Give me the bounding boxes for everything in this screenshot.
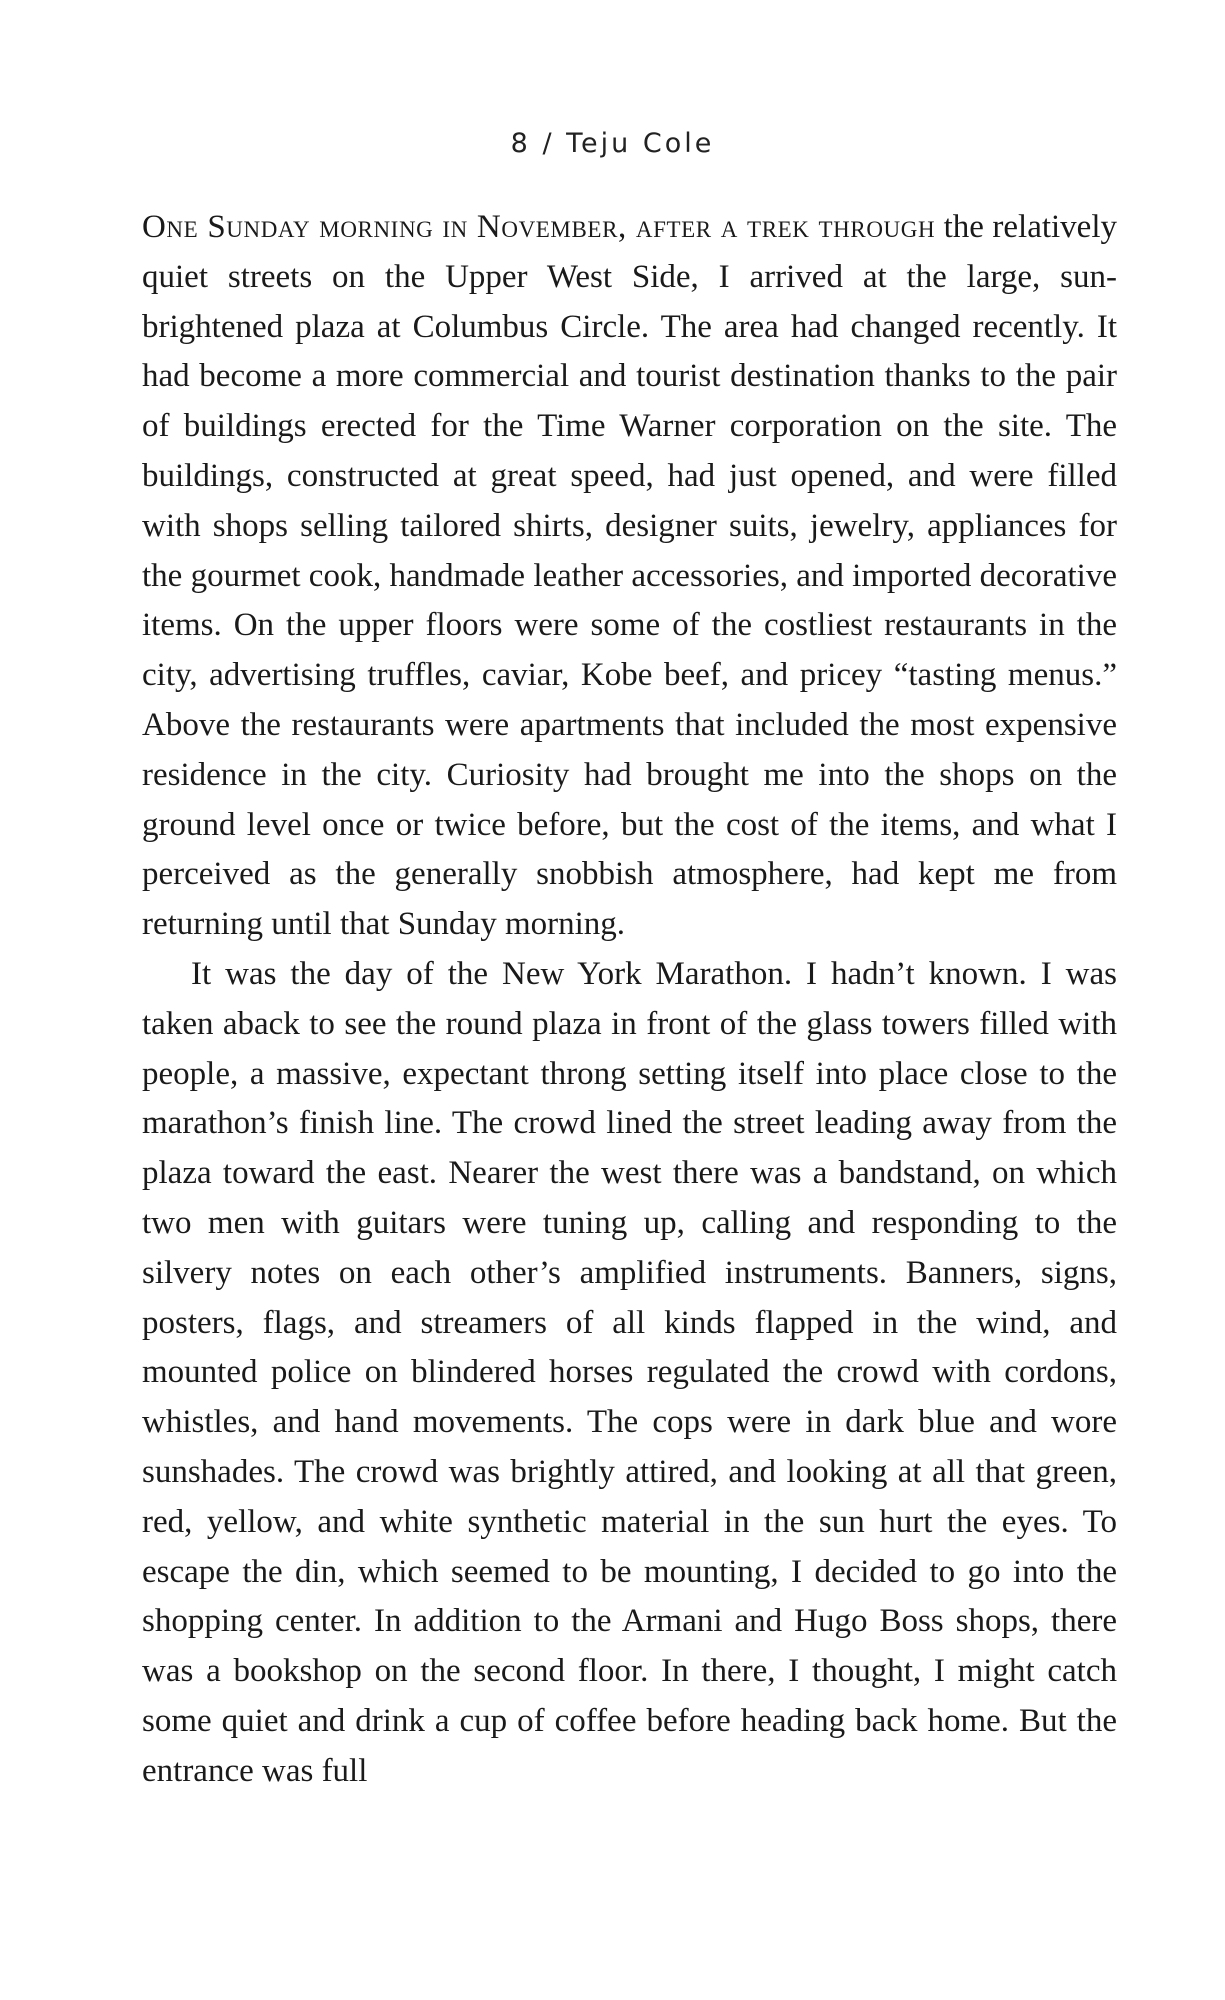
paragraph-2-text: It was the day of the New York Marathon. I hadn’t known. I was taken aback to see the round plaza in front of the glass towers filled with people, a massive, expectant throng setting itself into place close to the marathon’s finish line. The crowd lined the street leading away from the plaza toward the east. Nearer the west there was a bandstand, on which two men with guitars were tuning up, calling and responding to the silvery notes on each other’s amplified instruments. Banners, signs, posters, flags, and streamers of all kinds flapped in the wind, and mounted police on blindered horses regulated the crowd with cordons, whistles, and hand movements. The cops were in dark blue and wore sunshades. The crowd was brightly attired, and looking at all that green, red, yellow, and white synthetic material in the sun hurt the eyes. To escape the din, which seemed to be mounting, I decided to go into the shopping center. In addition to the Armani and Hugo Boss shops, there was a bookshop on the second floor. In there, I thought, I might catch some quiet and drink a cup of coffee before heading back home. But the entrance was full bbox=[142, 955, 1117, 1789]
page-number: 8 bbox=[510, 128, 531, 159]
running-head bbox=[0, 128, 1225, 159]
paragraph-1 bbox=[142, 203, 1117, 950]
header-separator: / bbox=[542, 128, 555, 159]
paragraph-2 bbox=[142, 950, 1117, 1797]
author-name: Teju Cole bbox=[566, 128, 715, 159]
body-text bbox=[142, 203, 1117, 1797]
paragraph-1-text: the relatively quiet streets on the Upper West Side, I arrived at the large, sun-brightened plaza at Columbus Circle. The area had changed recently. It had become a more commercial and tourist destination thanks to the pair of buildings erected for the Time Warner corporation on the site. The buildings, constructed at great speed, had just opened, and were filled with shops selling tailored shirts, designer suits, jewelry, appliances for the gourmet cook, handmade leather accessories, and imported decorative items. On the upper floors were some of the costliest restaurants in the city, advertising truffles, caviar, Kobe beef, and pricey “tasting menus.” Above the restaurants were apartments that included the most expensive residence in the city. Curiosity had brought me into the shops on the ground level once or twice before, but the cost of the items, and what I perceived as the generally snobbish atmosphere, had kept me from returning until that Sunday morning. bbox=[142, 209, 1117, 943]
chapter-lead-in: One Sunday morning in November, after a trek through bbox=[142, 209, 936, 245]
